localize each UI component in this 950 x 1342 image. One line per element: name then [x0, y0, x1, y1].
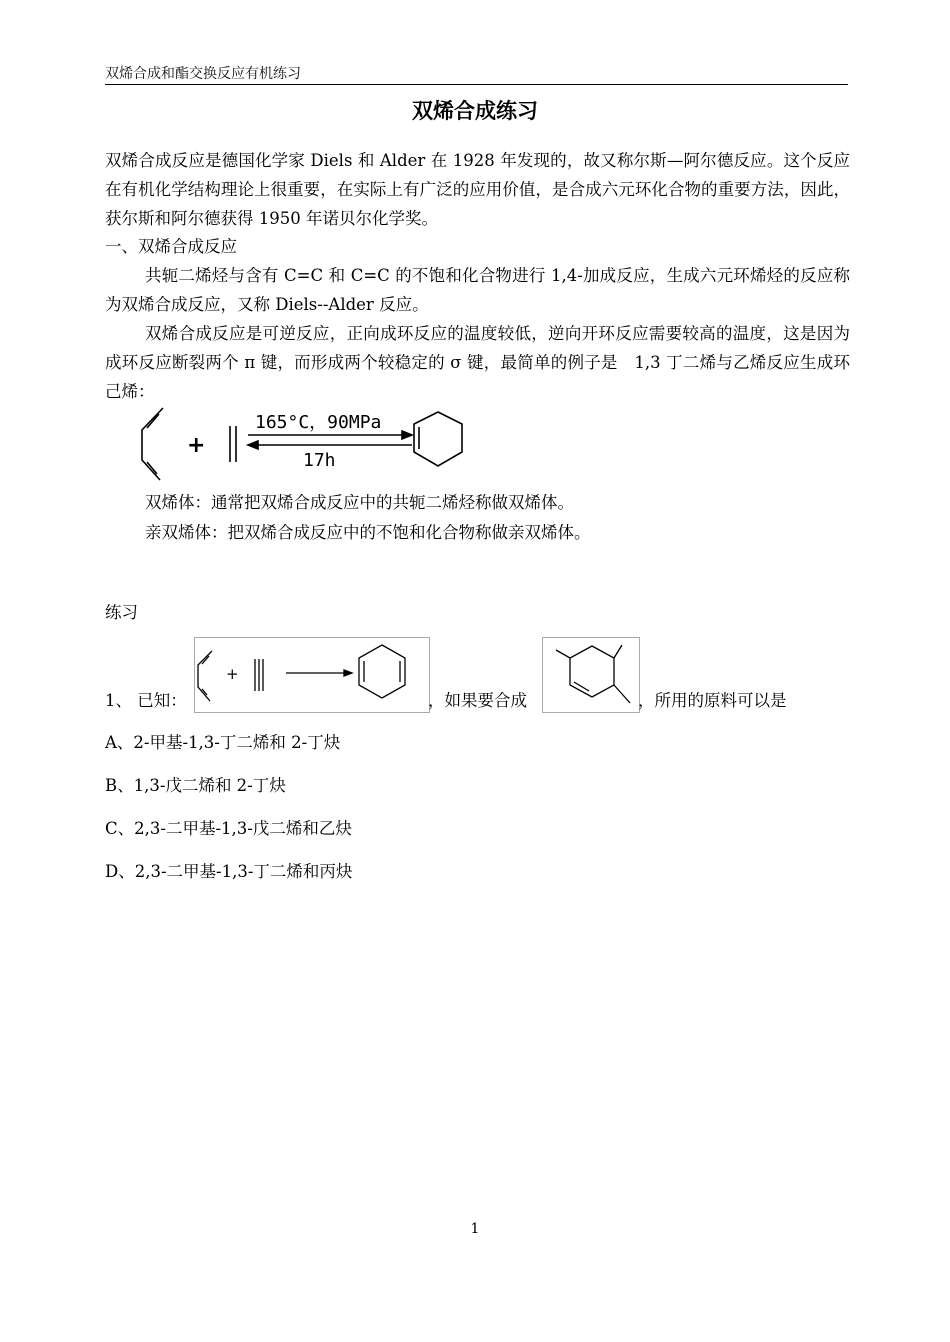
ethylene-structure	[230, 426, 236, 462]
question-1-target-image	[542, 637, 640, 713]
section-paragraph-2: 双烯合成反应是可逆反应，正向成环反应的温度较低，逆向开环反应需要较高的温度，这是因为成环反应断裂两个 π 键，而形成两个较稳定的 σ 键，最简单的例子是 1,3 丁二烯与乙烯反应生成环己烯：	[105, 324, 850, 401]
q1-plus: +	[226, 665, 239, 683]
reaction-plus: +	[187, 433, 206, 458]
section-paragraph-1: 共轭二烯烃与含有 C=C 和 C=C 的不饱和化合物进行 1,4-加成反应，生成六元环烯烃的反应称为双烯合成反应，又称 Diels--Alder 反应。	[105, 266, 850, 314]
q1-arrow	[286, 670, 352, 676]
option-d: D、2,3-二甲基-1,3-丁二烯和丙炔	[105, 862, 353, 881]
reaction-scheme	[130, 404, 475, 486]
option-c: C、2,3-二甲基-1,3-戊二烯和乙炔	[105, 819, 352, 838]
cyclohexene-structure	[414, 412, 462, 466]
question-1-prefix: 1、 已知：	[105, 691, 187, 710]
definition-diene: 双烯体：通常把双烯合成反应中的共轭二烯烃称做双烯体。	[145, 493, 574, 512]
question-1-suffix: ，所用的原料可以是	[638, 691, 787, 710]
reaction-condition-bottom: 17h	[303, 450, 336, 471]
option-b: B、1,3-戊二烯和 2-丁炔	[105, 776, 286, 795]
page-number: 1	[470, 1221, 480, 1237]
exercise-heading: 练习	[105, 603, 138, 622]
equilibrium-arrows	[248, 431, 412, 449]
q1-cyclohexadiene-structure	[359, 645, 405, 698]
section-heading: 一、双烯合成反应	[105, 237, 237, 256]
q1-diene-structure	[198, 651, 212, 701]
intro-paragraph: 双烯合成反应是德国化学家 Diels 和 Alder 在 1928 年发现的，故又称尔斯—阿尔德反应。这个反应在有机化学结构理论上很重要，在实际上有广泛的应用价值，是合成六元环化合物的重要方法，因此，获尔斯和阿尔德获得 1950 年诺贝尔化学奖。	[105, 151, 850, 228]
header-rule	[105, 84, 848, 85]
option-a: A、2-甲基-1,3-丁二烯和 2-丁炔	[105, 733, 341, 752]
question-1-middle: ，如果要合成	[428, 691, 527, 710]
q1-target-structure	[556, 645, 630, 703]
reaction-condition-top: 165°C，90MPa	[255, 412, 382, 433]
q1-alkyne-structure	[255, 659, 263, 691]
question-1-reaction-image	[194, 637, 430, 713]
running-header: 双烯合成和酯交换反应有机练习	[105, 66, 301, 82]
page-title: 双烯合成练习	[412, 99, 538, 123]
butadiene-structure	[142, 408, 163, 480]
definition-dienophile: 亲双烯体：把双烯合成反应中的不饱和化合物称做亲双烯体。	[145, 523, 591, 542]
